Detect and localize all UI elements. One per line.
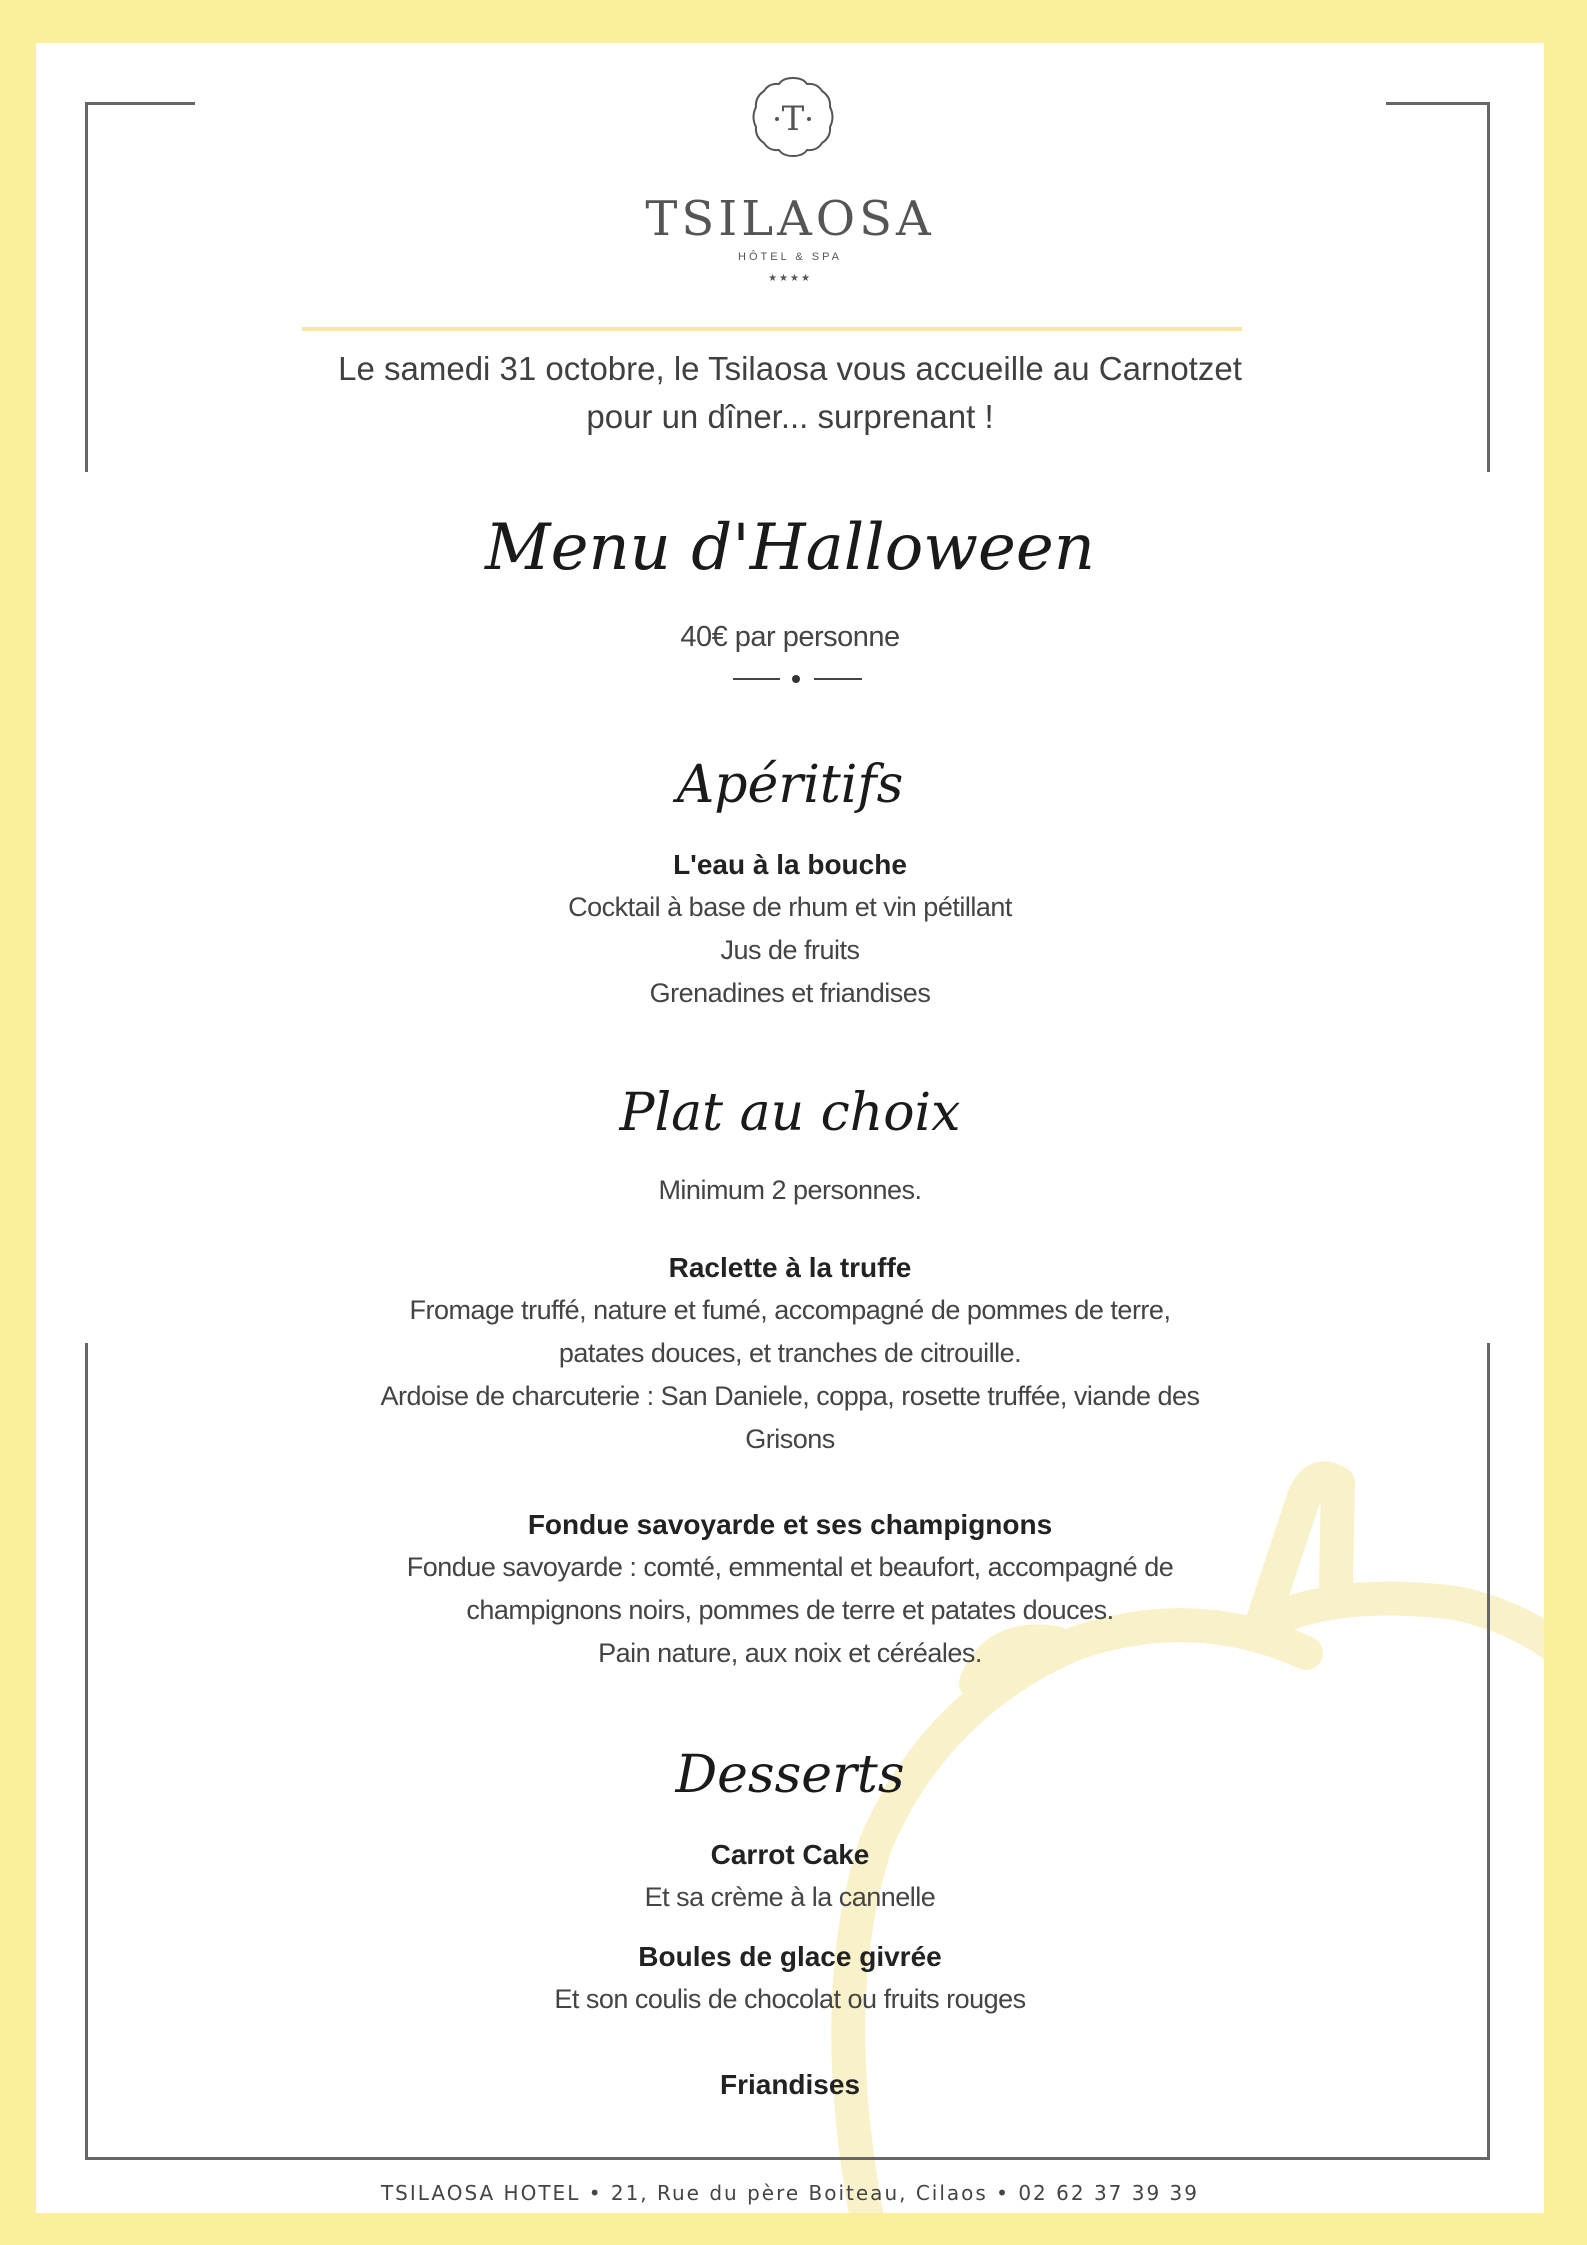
menu-title: Menu d'Halloween [485,511,1095,585]
aperitif-line: Cocktail à base de rhum et vin pétillant [568,892,1012,922]
intro-line-2: pour un dîner... surprenant ! [586,398,994,435]
footer-address: TSILAOSA HOTEL • 21, Rue du père Boiteau, Cilaos • 02 62 37 39 39 [380,2181,1200,2205]
brand-subtitle: HÔTEL & SPA [738,251,842,263]
section-title-aperitifs: Apéritifs [676,755,904,815]
item-name-raclette: Raclette à la truffe [668,1252,912,1283]
raclette-line: patates douces, et tranches de citrouille. [558,1338,1022,1368]
brand-stars: ★★★★ [768,273,812,284]
price: 40€ par personne [680,621,900,653]
glace-line: Et son coulis de chocolat ou fruits rouges [554,1984,1026,2014]
plat-note: Minimum 2 personnes. [658,1175,922,1205]
aperitif-line: Jus de fruits [720,935,860,965]
raclette-line: Ardoise de charcuterie : San Daniele, coppa, rosette truffée, viande des [380,1381,1200,1411]
item-name-fondue: Fondue savoyarde et ses champignons [527,1509,1053,1540]
section-title-desserts: Desserts [675,1745,905,1805]
fondue-line: Pain nature, aux noix et céréales. [598,1638,982,1668]
item-name-carrot-cake: Carrot Cake [710,1839,870,1870]
fondue-line: Fondue savoyarde : comté, emmental et beaufort, accompagné de [406,1552,1174,1582]
logo-emblem [751,75,835,159]
logo-letter: T [781,99,805,139]
section-title-plat: Plat au choix [619,1083,961,1143]
header-divider [302,327,1242,331]
menu-page [36,43,1544,2213]
item-name-glace: Boules de glace givrée [638,1941,942,1972]
intro-text [302,345,1278,441]
ornament-divider [696,669,896,689]
raclette-line: Fromage truffé, nature et fumé, accompagné de pommes de terre, [409,1295,1171,1325]
carrot-cake-line: Et sa crème à la cannelle [644,1882,936,1912]
intro-line-1: Le samedi 31 octobre, le Tsilaosa vous accueille au Carnotzet [338,350,1242,387]
fondue-line: champignons noirs, pommes de terre et patates douces. [466,1595,1114,1625]
brand-name: TSILAOSA [645,191,935,247]
raclette-line: Grisons [745,1424,835,1454]
item-name-eau-a-la-bouche: L'eau à la bouche [673,849,907,880]
item-name-friandises: Friandises [719,2069,861,2100]
aperitif-line: Grenadines et friandises [649,978,931,1008]
